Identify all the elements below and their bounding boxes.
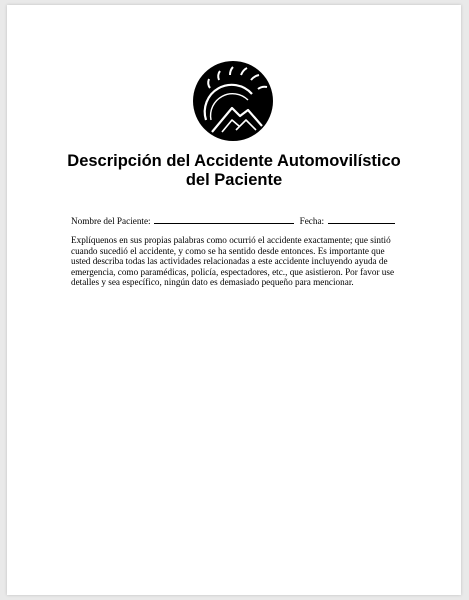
title-line-1: Descripción del Accidente Automovilístico [67,152,401,170]
document-page [7,5,461,595]
document-title [7,152,461,190]
title-line-2: del Paciente [185,171,283,189]
patient-name-field[interactable] [154,215,294,224]
instructions-paragraph: Explíquenos en sus propias palabras como ocurrió el accidente exactamente; que sintió cuando sucedió el accidente, y como se ha sentido desde entonces. Es importante que usted describa todas las actividades relacionadas a este accidente incluyendo ayuda de emergencia, como paramédicas, policía, espectadores, etc., que asistieron. Por favor use detalles y sea específico, ningún dato es demasiado pequeño para mencionar. [71,235,395,288]
patient-name-label: Nombre del Paciente: [71,216,151,226]
date-label: Fecha: [299,216,325,226]
sun-mountain-logo-icon [192,60,274,142]
date-field[interactable] [328,215,395,224]
patient-info-row [71,215,395,227]
